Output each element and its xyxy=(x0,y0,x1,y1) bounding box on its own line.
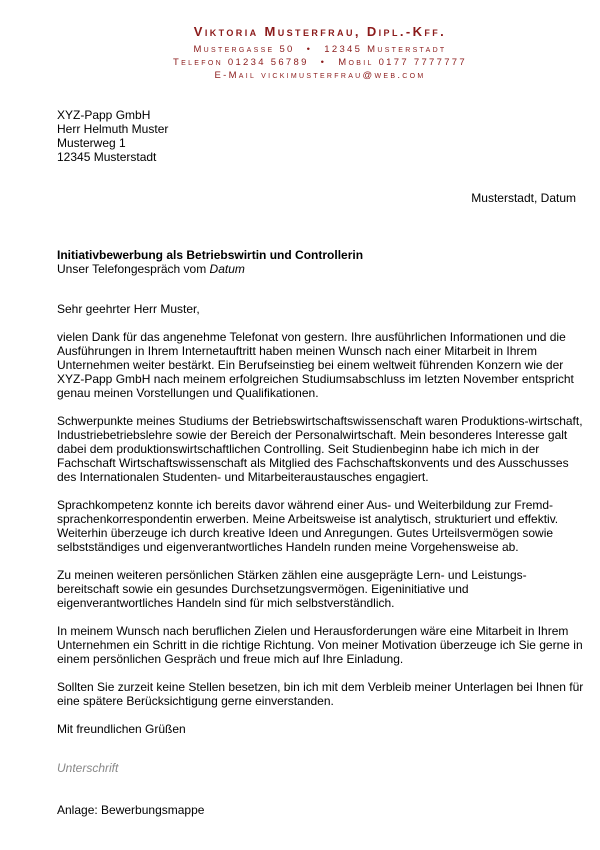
body-paragraph: Schwerpunkte meines Studiums der Betriebswirtschaftswissenschaft waren Produktions-wirtschaft, Industriebetriebslehre sowie der Bereich der Personalwirtschaft. Mein besonderes Interesse galt dabei dem produktionswirtschaftlichen Controlling. Seit Studienbeginn habe ich mich in der Fachschaft Wirtschaftswissenschaft als Mitglied des Fachschaftskonvents und des Ausschusses des Internationalen Studenten- und Mitarbeiteraustausches engagiert. xyxy=(57,414,583,484)
subject-title: Initiativbewerbung als Betriebswirtin und Controllerin xyxy=(57,248,364,262)
sender-address-line xyxy=(0,43,600,56)
sender-phone: Telefon 01234 56789 xyxy=(173,57,309,68)
reference-prefix: Unser Telefongespräch vom xyxy=(57,262,210,276)
sender-phone-line xyxy=(0,56,600,69)
sender-name: Viktoria Musterfrau, Dipl.-Kff. xyxy=(193,24,447,39)
sender-street: Mustergasse 50 xyxy=(193,44,295,55)
letter-body xyxy=(57,302,587,750)
body-paragraph: vielen Dank für das angenehme Telefonat von gestern. Ihre ausführlichen Informationen und die Ausführungen in Ihrem Internetauftritt haben meinen Wunsch nach einer Mitarbeit in Ihrem Unternehmen weiter bestärkt. Ein Berufseinstieg bei einem weltweit führenden Konzern wie der XYZ-Papp GmbH nach meinem erfolgreichen Studiumsabschluss im letzten November entspricht genau meinen Vorstellungen und Qualifikationen. xyxy=(57,330,574,400)
body-paragraph: Sollten Sie zurzeit keine Stellen besetzen, bin ich mit dem Verbleib meiner Unterlagen bei Ihnen für eine spätere Berücksichtigung gerne einverstanden. xyxy=(57,680,584,708)
recipient-person: Herr Helmuth Muster xyxy=(57,122,169,136)
recipient-city: 12345 Musterstadt xyxy=(57,150,157,164)
signature-placeholder: Unterschrift xyxy=(57,761,119,775)
enclosure-line: Anlage: Bewerbungsmappe xyxy=(57,803,205,817)
body-paragraph: Zu meinen weiteren persönlichen Stärken zählen eine ausgeprägte Lern- und Leistungs-bereitschaft sowie ein gesundes Durchsetzungsvermögen. Eigeninitiative und eigenverantwortliches Handeln sind für mich selbstverständlich. xyxy=(57,568,527,610)
recipient-company: XYZ-Papp GmbH xyxy=(57,108,151,122)
reference-date: Datum xyxy=(209,262,245,276)
body-paragraph: In meinem Wunsch nach beruflichen Zielen und Herausforderungen wäre eine Mitarbeit in Ihrem Unternehmen ein Schritt in die richtige Richtung. Von meiner Motivation überzeuge ich Sie gerne in einem persönlichen Gespräch und freue mich auf Ihre Einladung. xyxy=(57,624,583,666)
separator-dot: • xyxy=(306,44,313,55)
letterhead xyxy=(0,24,600,82)
subject-reference xyxy=(57,262,363,276)
body-paragraph: Sprachkompetenz konnte ich bereits davor während einer Aus- und Weiterbildung zur Fremd-sprachenkorrespondentin erwerben. Meine Arbeitsweise ist analytisch, strukturiert und effektiv. Weiterhin überzeuge ich durch kreative Ideen und Anregungen. Gutes Urteilsvermögen sowie selbstständiges und eigenverantwortliches Handeln runden meine Vorgehensweise ab. xyxy=(57,498,559,554)
recipient-street: Musterweg 1 xyxy=(57,136,126,150)
sender-mobile: Mobil 0177 7777777 xyxy=(338,57,467,68)
sender-email: E-Mail vickimusterfrau@web.com xyxy=(214,70,426,81)
closing: Mit freundlichen Grüßen xyxy=(57,722,186,736)
sender-city: 12345 Musterstadt xyxy=(324,44,447,55)
separator-dot: • xyxy=(320,57,327,68)
salutation: Sehr geehrter Herr Muster, xyxy=(57,302,200,316)
subject-block xyxy=(57,248,363,276)
date-line: Musterstadt, Datum xyxy=(471,191,576,205)
recipient-address xyxy=(57,108,168,164)
